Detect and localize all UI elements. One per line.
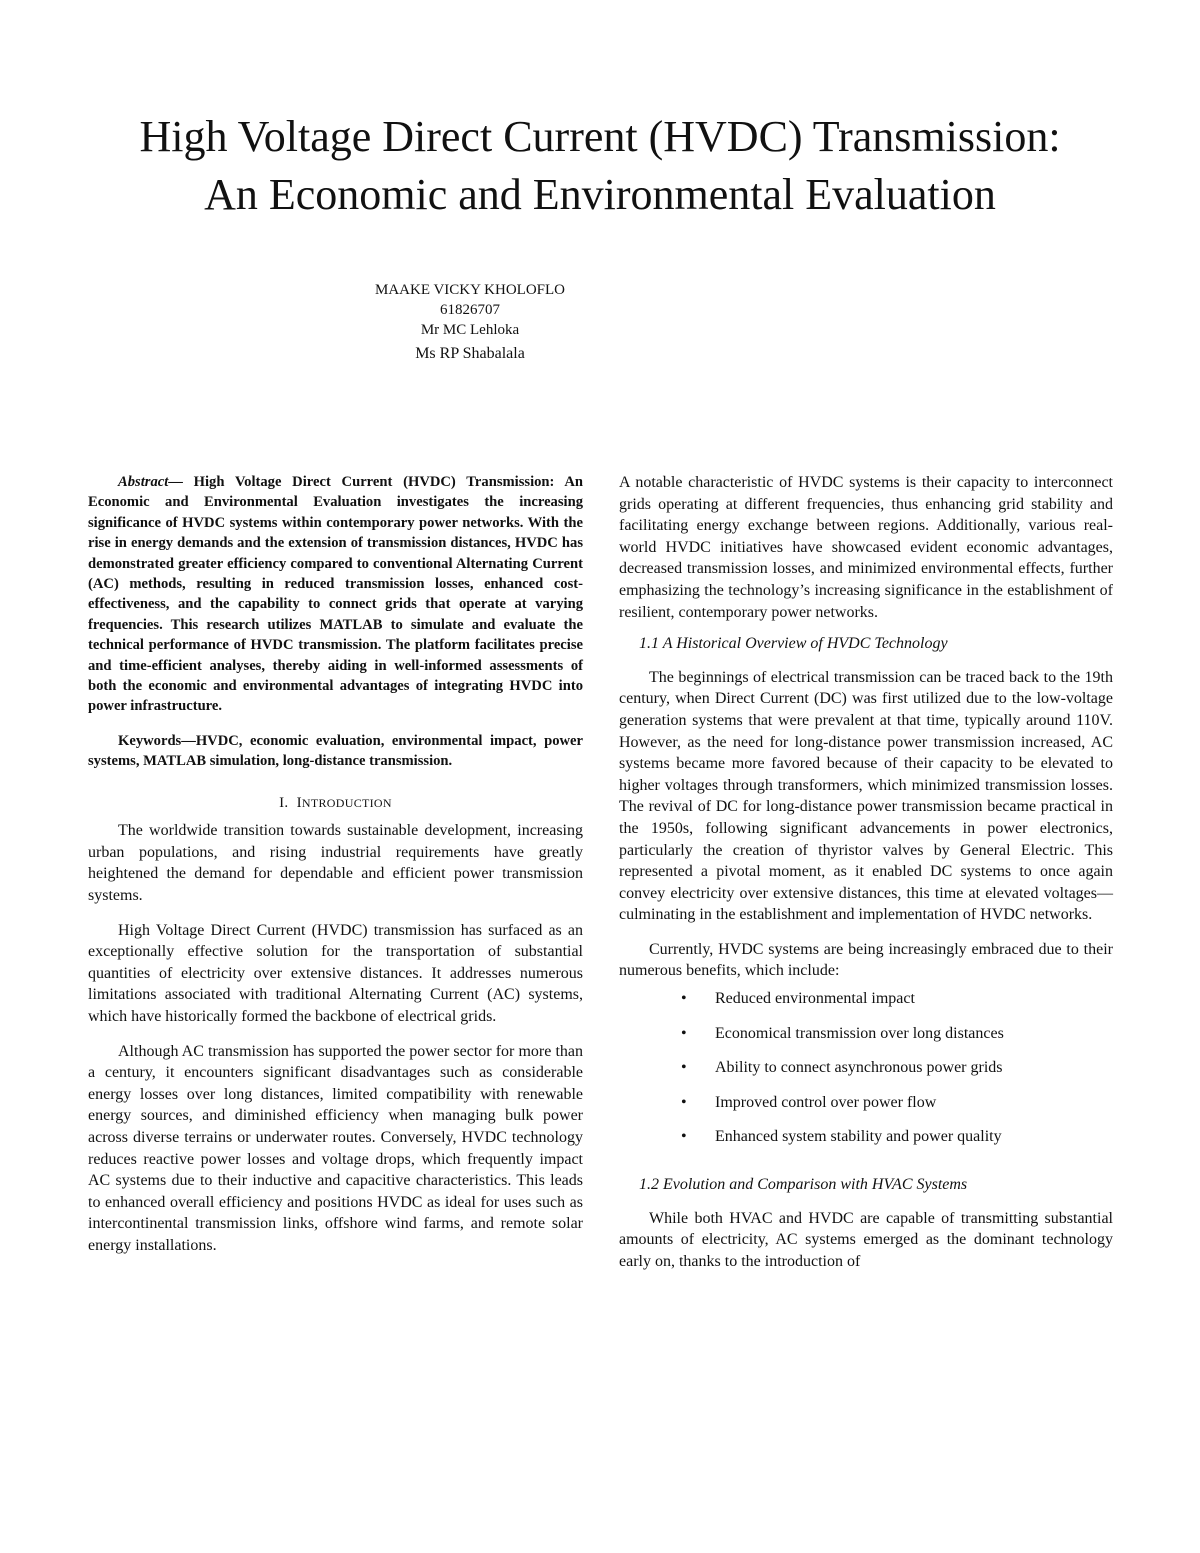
list-item [619, 1023, 1113, 1045]
section-title-initial: I [296, 794, 302, 811]
list-item [619, 1057, 1113, 1079]
keywords: Keywords—HVDC, economic evaluation, environmental impact, power systems, MATLAB simulation, long-distance transmission. [88, 732, 583, 770]
list-item-text: Economical transmission over long distances [715, 1024, 1004, 1042]
benefits-list [619, 988, 1113, 1148]
subsection-heading-evolution: 1.2 Evolution and Comparison with HVAC Systems [639, 1176, 968, 1194]
right-column [619, 472, 1113, 1285]
evolution-paragraph: While both HVAC and HVDC are capable of transmitting substantial amounts of electricity, AC systems emerged as the dominant technology early on, thanks to the introduction of [619, 1209, 1113, 1270]
bullet-icon: • [681, 1024, 687, 1042]
bullet-icon: • [681, 1093, 687, 1111]
list-item-text: Ability to connect asynchronous power grids [715, 1059, 1003, 1077]
abstract-dash: — [168, 474, 194, 490]
bullet-icon: • [681, 1059, 687, 1077]
list-item-text: Improved control over power flow [715, 1093, 937, 1111]
list-item-text: Reduced environmental impact [715, 990, 915, 1008]
list-item [619, 1126, 1113, 1148]
supervisor-1: Mr MC Lehloka [420, 322, 520, 338]
subsection-heading-historical: 1.1 A Historical Overview of HVDC Technology [639, 635, 948, 653]
benefits-intro-paragraph: Currently, HVDC systems are being increasingly embraced due to their numerous benefits, which include: [619, 940, 1113, 980]
paper-title [0, 108, 1200, 224]
intro-paragraph-1: The worldwide transition towards sustainable development, increasing urban populations, and rising industrial requirements have greatly heightened the demand for dependable and efficient power transmission systems. [88, 822, 583, 905]
list-item-text: Enhanced system stability and power quality [715, 1128, 1002, 1146]
bullet-icon: • [681, 1128, 687, 1146]
history-paragraph: The beginnings of electrical transmission can be traced back to the 19th century, when Direct Current (DC) was first utilized due to the low-voltage generation systems that were prevalent at that time, typically around 110V. However, as the need for long-distance power transmission increased, AC systems became more favored because of their capacity to be elevated to higher voltages through transformers, which minimized transmission losses. The revival of DC for long-distance power transmission became practical in the 1950s, following significant advancements in power electronics, particularly the creation of thyristor valves by General Electric. This represented a pivotal moment, as it enabled DC systems to once again convey electricity over extensive distances, this time at elevated voltages—culminating in the establishment and implementation of HVDC networks. [619, 668, 1113, 924]
intro-paragraph-2: High Voltage Direct Current (HVDC) transmission has surfaced as an exceptionally effective solution for the transportation of substantial quantities of electricity over extensive distances. It addresses numerous limitations associated with traditional Alternating Current (AC) systems, which have historically formed the backbone of electrical grids. [88, 921, 583, 1026]
author-block [320, 280, 620, 364]
paper-title-line-2: An Economic and Environmental Evaluation [204, 170, 996, 219]
list-item [619, 988, 1113, 1010]
section-heading-introduction [88, 793, 583, 815]
supervisor-2: Ms RP Shabalala [415, 345, 525, 362]
paper-title-line-1: High Voltage Direct Current (HVDC) Transmission: [139, 112, 1061, 161]
author-name: MAAKE VICKY KHOLOFLO [375, 282, 565, 298]
list-item [619, 1092, 1113, 1114]
abstract-label: Abstract [118, 474, 169, 490]
abstract-text: High Voltage Direct Current (HVDC) Transmission: An Economic and Environmental Evaluation investigates the increasing significance of HVDC systems within contemporary power networks. With the rise in energy demands and the extension of transmission distances, HVDC has demonstrated greater efficiency compared to conventional Alternating Current (AC) methods, resulting in reduced transmission losses, enhanced cost-effectiveness, and the capability to connect grids that operate at varying frequencies. This research utilizes MATLAB to simulate and evaluate the technical performance of HVDC transmission. The platform facilitates precise and time-efficient analyses, thereby aiding in well-informed assessments of both the economic and environmental advantages of integrating HVDC into power infrastructure. [88, 474, 583, 715]
abstract [88, 472, 583, 717]
left-column [88, 472, 583, 1270]
grid-interconnect-paragraph: A notable characteristic of HVDC systems is their capacity to interconnect grids operating at different frequencies, thus enhancing grid stability and facilitating energy exchange between regions. Additionally, various real-world HVDC initiatives have showcased evident economic advantages, decreased transmission losses, and minimized environmental effects, further emphasizing the technology’s increasing significance in the establishment of resilient, contemporary power networks. [619, 474, 1113, 621]
bullet-icon: • [681, 990, 687, 1008]
section-title-rest: NTRODUCTION [301, 795, 392, 810]
section-number: I. [279, 794, 289, 811]
intro-paragraph-3: Although AC transmission has supported the power sector for more than a century, it encounters significant disadvantages such as considerable energy losses over long distances, limited compatibility with renewable energy sources, and diminished efficiency when managing bulk power across diverse terrains or underwater routes. Conversely, HVDC technology reduces reactive power losses and voltage drops, which frequently impact AC systems due to their inductive and capacitive characteristics. This leads to enhanced overall efficiency and positions HVDC as ideal for uses such as intercontinental transmission links, offshore wind farms, and remote solar energy installations. [88, 1042, 583, 1254]
student-number: 61826707 [440, 302, 500, 318]
